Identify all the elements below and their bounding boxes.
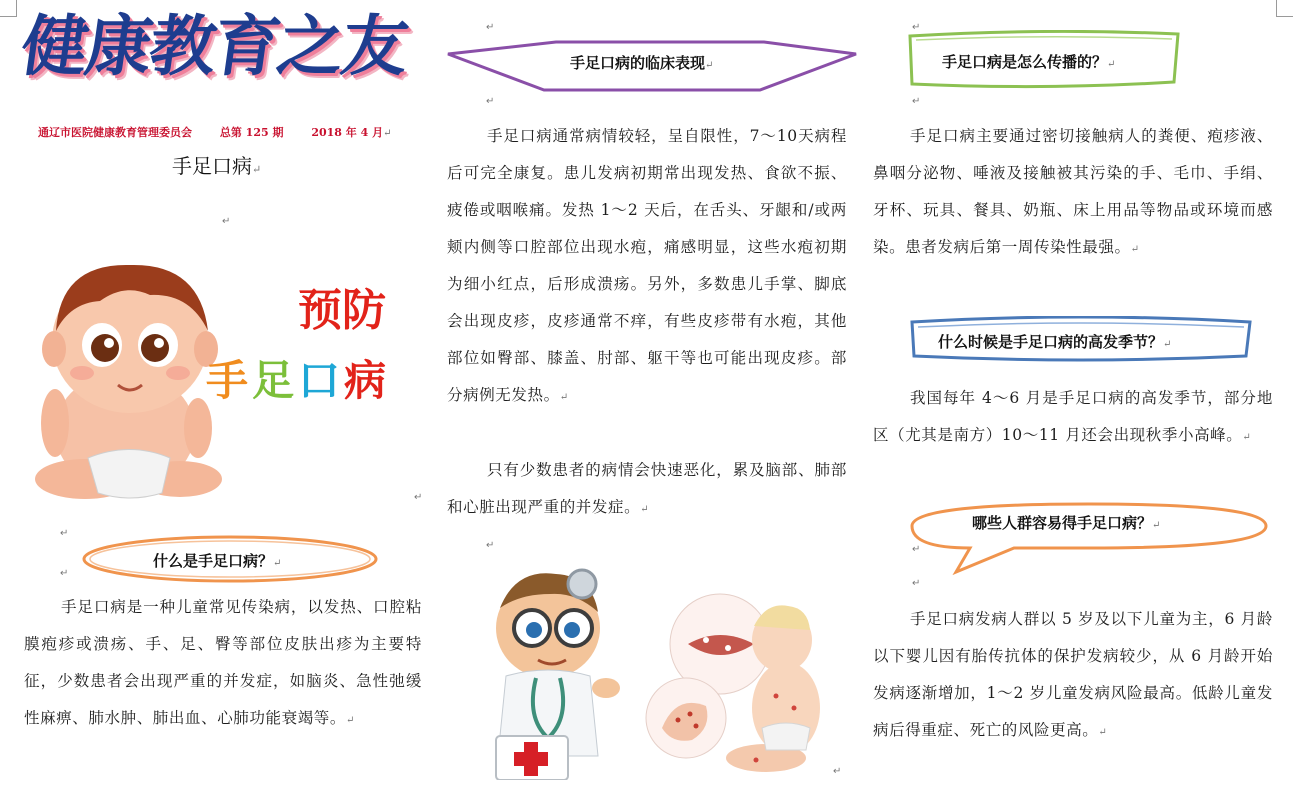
paragraph-mark: ↵ — [60, 528, 69, 539]
paragraph-mark: ↵ — [60, 568, 69, 579]
masthead-title: 健康教育之友 — [16, 8, 412, 85]
paragraph-mark: ↵ — [912, 22, 921, 33]
paragraph-mark: ↵ — [912, 578, 921, 589]
crop-mark-top-right — [1276, 0, 1293, 17]
issue-date: 2018 年 4 月 — [311, 126, 384, 139]
what-body: 手足口病是一种儿童常见传染病，以发热、口腔粘膜疱疹或溃疡、手、足、臀等部位皮肤出疹为主要特征，少数患者会出现严重的并发症，如脑炎、急性弛缓性麻痹、肺水肿、肺出血、心肺功能衰竭等。↵ — [24, 598, 422, 727]
doctor-illustration — [466, 568, 828, 780]
masthead-meta: 通辽市医院健康教育管理委员会 总第 125 期 2018 年 4 月↵ — [38, 126, 392, 139]
poster-line1: 预防 — [298, 285, 386, 336]
document-title: 手足口病↵ — [172, 154, 262, 178]
paragraph-mark: ↵ — [486, 96, 495, 107]
paragraph-mark: ↵ — [486, 540, 495, 551]
paragraph-mark: ↵ — [414, 492, 423, 503]
paragraph-mark: ↵ — [222, 216, 231, 227]
paragraph-mark: ↵ — [833, 766, 842, 777]
season-body: 我国每年 4～6 月是手足口病的高发季节，部分地区（尤其是南方）10～11 月还会出现秋季小高峰。↵ — [873, 389, 1273, 444]
baby-illustration — [30, 253, 414, 507]
spread-heading: 手足口病是怎么传播的？↵ — [942, 53, 1116, 71]
paragraph-mark: ↵ — [912, 544, 921, 555]
clinical-body-1: 手足口病通常病情较轻，呈自限性，7～10天病程后可完全康复。患儿发病初期常出现发热、食欲不振、疲倦或咽喉痛。发热 1～2 天后，在舌头、牙龈和/或两颊内侧等口腔部位出现水疱，痛感明显，这些水疱初期为细小红点，后形成溃疡。另外，多数患儿手掌、脚底会出现皮疹，皮疹通常不痒，有些皮疹带有水疱，其他部位如臀部、膝盖、肘部、躯干等也可能出现皮疹。部分病例无发热。↵ — [447, 127, 847, 404]
paragraph-mark: ↵ — [912, 96, 921, 107]
clinical-heading: 手足口病的临床表现↵ — [570, 54, 714, 72]
issue-number: 总第 125 期 — [219, 126, 284, 139]
prevent-hfmd-poster — [30, 253, 414, 507]
spread-body: 手足口病主要通过密切接触病人的粪便、疱疹液、鼻咽分泌物、唾液及接触被其污染的手、毛巾、手绢、牙杯、玩具、餐具、奶瓶、床上用品等物品或环境而感染。患者发病后第一周传染性最强。↵ — [873, 127, 1273, 256]
who-heading: 哪些人群容易得手足口病？↵ — [972, 514, 1161, 532]
poster-char-3: 口 — [298, 356, 341, 405]
who-heading-banner — [904, 498, 1274, 578]
poster-char-4: 病 — [344, 356, 387, 405]
poster-char-1: 手 — [206, 356, 249, 405]
season-heading: 什么时候是手足口病的高发季节？↵ — [938, 333, 1172, 351]
paragraph-mark: ↵ — [486, 22, 495, 33]
doctor-rash-illustration — [466, 568, 828, 780]
issuer-name: 通辽市医院健康教育管理委员会 — [38, 126, 192, 139]
who-body: 手足口病发病人群以 5 岁及以下儿童为主，6 月龄以下婴儿因有胎传抗体的保护发病较少，从 6 月龄开始发病逐渐增加，1～2 岁儿童发病风险最高。低龄儿童发病后得重症、死亡的风险更高。↵ — [873, 610, 1273, 739]
poster-char-2: 足 — [252, 356, 295, 405]
clinical-body-2: 只有少数患者的病情会快速恶化，累及脑部、肺部和心脏出现严重的并发症。↵ — [447, 461, 847, 516]
crop-mark-top-left — [0, 0, 17, 17]
what-heading: 什么是手足口病？↵ — [153, 552, 282, 570]
